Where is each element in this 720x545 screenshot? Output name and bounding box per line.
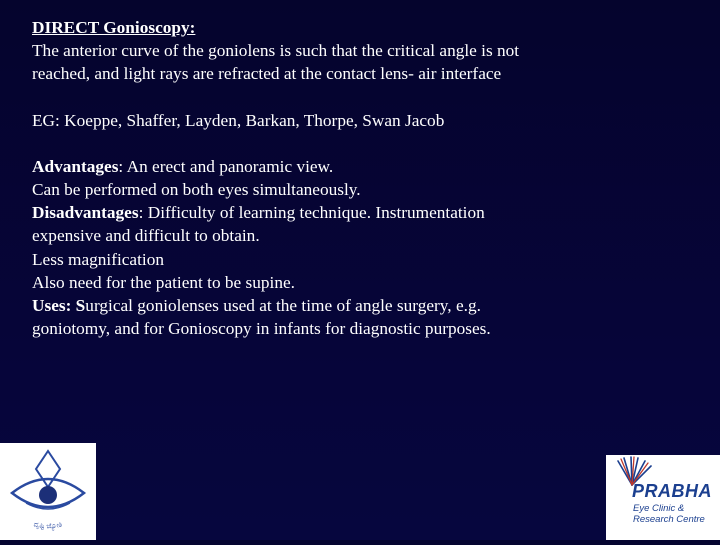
disadvantages-line-4: Also need for the patient to be supine. bbox=[32, 272, 295, 292]
disadvantages-text: : Difficulty of learning technique. Instrumentation bbox=[138, 203, 485, 223]
uses-line-2: goniotomy, and for Gonioscopy in infants for diagnostic purposes. bbox=[32, 319, 491, 339]
advantages-label: Advantages bbox=[32, 156, 119, 176]
examples-line: EG: Koeppe, Shaffer, Layden, Barkan, Thorpe, Swan Jacob bbox=[32, 110, 445, 130]
emblem-caption: ದೃಷ್ಟಿ ಜ್ಯೋತಿ bbox=[33, 520, 63, 531]
spacer bbox=[32, 86, 692, 109]
slide-heading: DIRECT Gonioscopy: bbox=[32, 18, 196, 37]
advantages-text: : An erect and panoramic view. bbox=[118, 156, 334, 176]
disadvantages-line-2: expensive and difficult to obtain. bbox=[32, 226, 260, 246]
description-line-2: reached, and light rays are refracted at the contact lens- air interface bbox=[32, 64, 502, 84]
uses-label: Uses: S bbox=[32, 296, 86, 316]
disadvantages-line-1 bbox=[32, 201, 692, 224]
uses-text: urgical goniolenses used at the time of angle surgery, e.g. bbox=[85, 296, 481, 316]
slide-text-block bbox=[32, 16, 692, 340]
eye-emblem-icon bbox=[0, 443, 96, 540]
prabha-subtitle-line-2: Research Centre bbox=[633, 514, 705, 525]
uses-line-1 bbox=[32, 294, 692, 317]
advantages-line-1 bbox=[32, 155, 692, 178]
disadvantages-line-3: Less magnification bbox=[32, 249, 164, 269]
prabha-wordmark: PRABHA bbox=[632, 481, 713, 501]
advantages-line-2: Can be performed on both eyes simultaneously. bbox=[32, 180, 361, 200]
spacer bbox=[32, 132, 692, 155]
disadvantages-label: Disadvantages bbox=[32, 203, 139, 223]
svg-text:ದೃಷ್ಟಿ ಜ್ಯೋತಿ bbox=[33, 520, 63, 532]
prabha-subtitle-line-1: Eye Clinic & bbox=[633, 503, 685, 514]
description-line-1: The anterior curve of the goniolens is such that the critical angle is not bbox=[32, 41, 520, 61]
prabha-subtitle bbox=[633, 503, 705, 525]
eye-emblem-logo bbox=[0, 443, 96, 540]
